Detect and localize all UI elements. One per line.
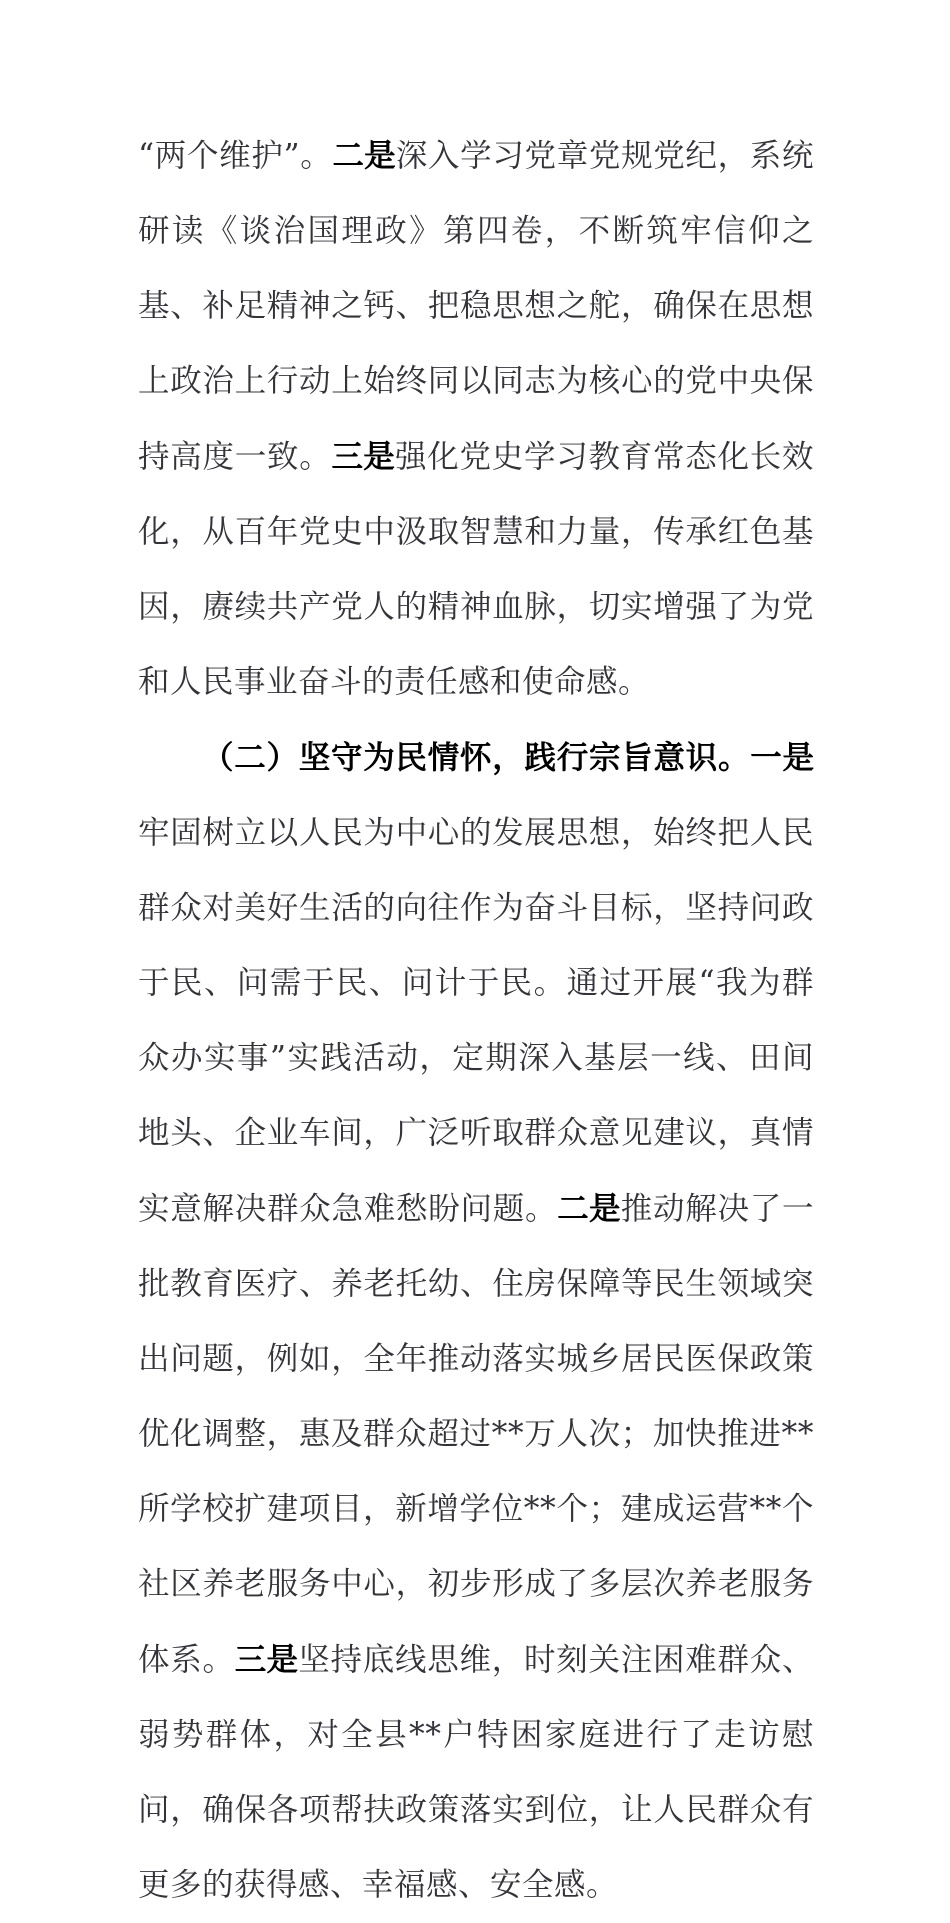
emphasis-run: 一是 (750, 739, 814, 775)
emphasis-run: 三是 (331, 438, 395, 474)
document-text-body (138, 118, 814, 1923)
para-section-two (138, 720, 814, 1923)
body-run: 强化党史学习教育常态化长效化，从百年党史中汲取智慧和力量，传承红色基因，赓续共产党人的精神血脉，切实增强了为党和人民事业奋斗的责任感和使命感。 (138, 439, 814, 700)
body-run: 推动解决了一批教育医疗、养老托幼、住房保障等民生领域突出问题，例如，全年推动落实城乡居民医保政策优化调整，惠及群众超过**万人次；加快推进**所学校扩建项目，新增学位**个；建成运营**个社区养老服务中心，初步形成了多层次养老服务体系。 (138, 1191, 814, 1678)
emphasis-run: 三是 (234, 1641, 299, 1677)
emphasis-run: 二是 (557, 1190, 621, 1226)
body-run: 深入学习党章党规党纪，系统研读《谈治国理政》第四卷，不断筑牢信仰之基、补足精神之钙、把稳思想之舵，确保在思想上政治上行动上始终同以同志为核心的党中央保持高度一致。 (138, 138, 814, 475)
body-run: “两个维护”。 (138, 138, 333, 174)
para-section-one-continued (138, 118, 814, 720)
body-run: 坚持底线思维，时刻关注困难群众、弱势群体，对全县**户特困家庭进行了走访慰问，确保各项帮扶政策落实到位，让人民群众有更多的获得感、幸福感、安全感。 (138, 1642, 814, 1903)
emphasis-run: （二）坚守为民情怀，践行宗旨意识。 (202, 739, 751, 775)
body-run: 牢固树立以人民为中心的发展思想，始终把人民群众对美好生活的向往作为奋斗目标，坚持问政于民、问需于民、问计于民。通过开展“我为群众办实事”实践活动，定期深入基层一线、田间地头、企业车间，广泛听取群众意见建议，真情实意解决群众急难愁盼问题。 (138, 815, 814, 1227)
emphasis-run: 二是 (332, 137, 396, 173)
